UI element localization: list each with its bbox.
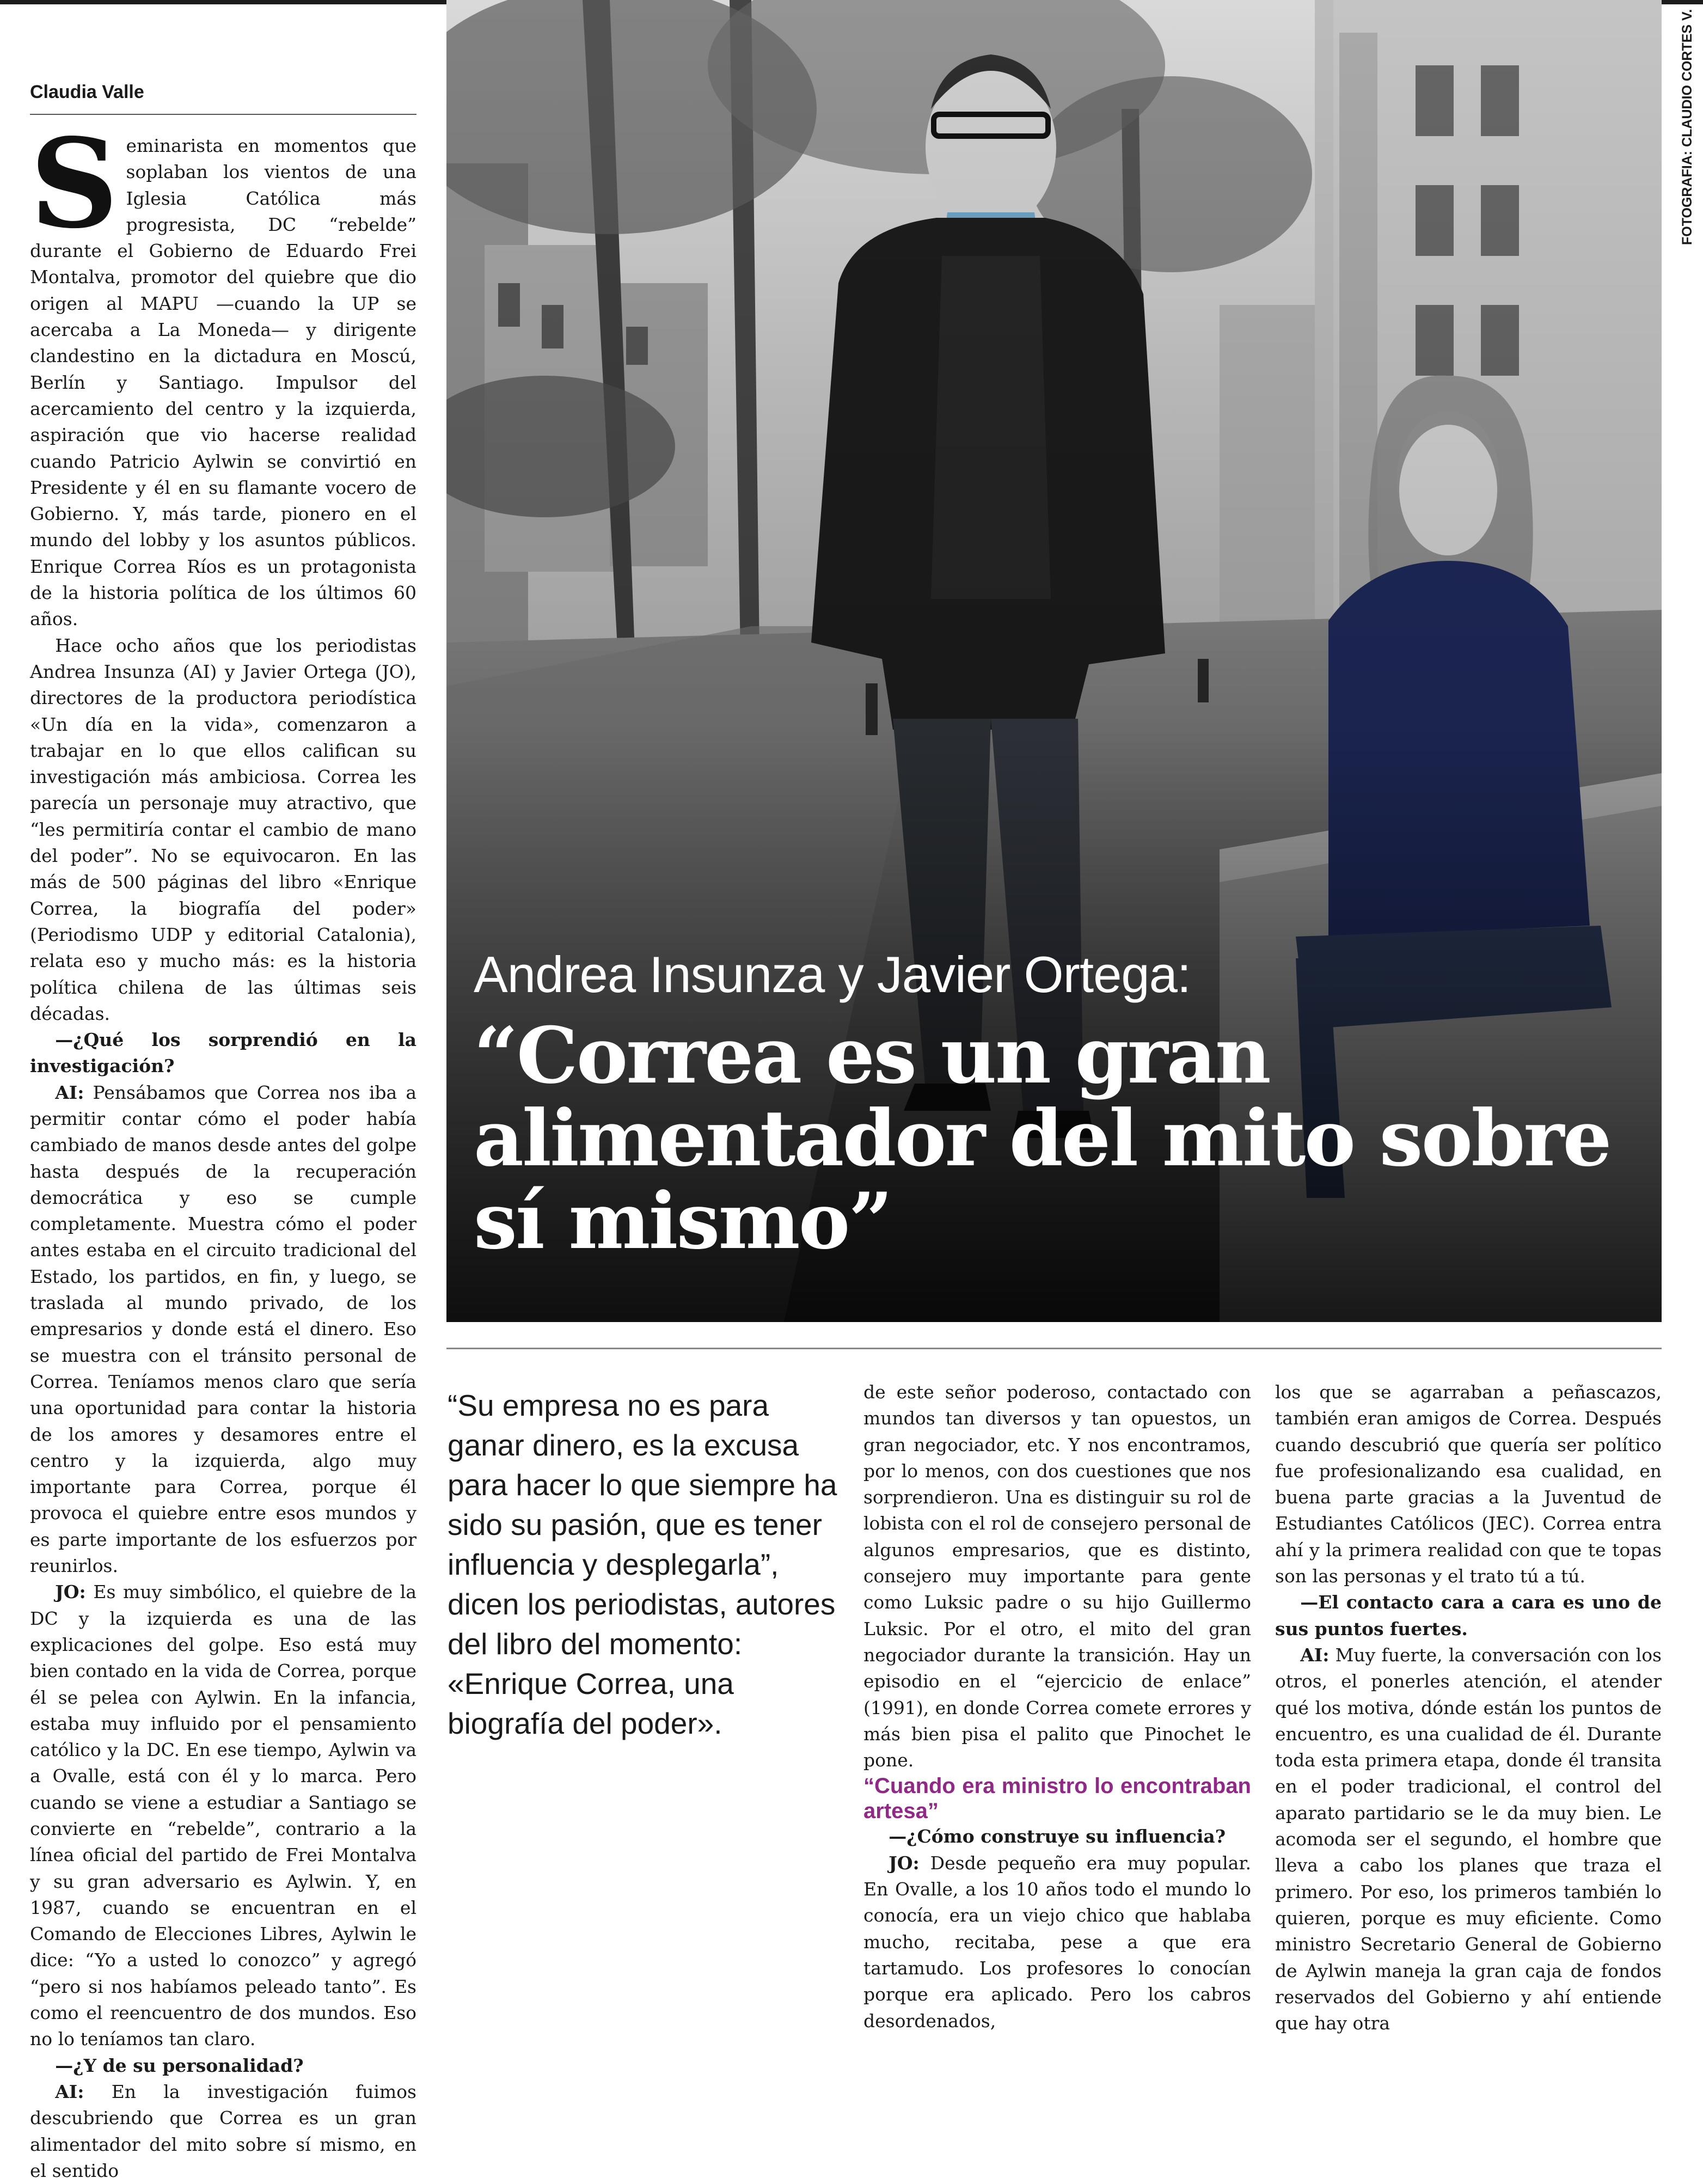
headline-block [474,945,1661,1267]
photo-credit: FOTOGRAFIA: CLAUDIO CORTES V. [1680,9,1695,245]
answer: AI: Pensábamos que Correa nos iba a permitir contar cómo el poder había cambiado de manos desde antes del golpe hasta después de la recuperación democrática y eso se cumple completamente. Muestra cómo el poder antes estaba en el circuito tradicional del Estado, los partidos, en fin, y luego, se traslada al mundo privado, de los empresarios y donde está el dinero. Eso se muestra con el tránsito personal de Correa. Teníamos menos claro que sería una oportunidad para contar la historia de los amores y desamores entre el centro y la izquierda, algo muy importante para Correa, porque él provoca el quiebre entre esos mundos y es parte importante de los esfuerzos por reunirlos. [30,1081,416,1577]
paragraph: Hace ocho años que los periodistas Andrea Insunza (AI) y Javier Ortega (JO), directores de la productora periodística «Un día en la vida», comenzaron a trabajar en lo que ellos califican su investigación más ambiciosa. Correa les parecía un personaje muy atractivo, que “les permitiría contar el cambio de mano del poder”. No se equivocaron. En las más de 500 páginas del libro «Enrique Correa, la biografía del poder» (Periodismo UDP y editorial Catalonia), relata eso y mucho más: es la historia política chilena de las últimas seis décadas. [30,634,416,1024]
lead-paragraph: Seminarista en momentos que soplaban los vientos de una Iglesia Católica más progresista, DC “rebelde” durante el Gobierno de Eduardo Frei Montalva, promotor del quiebre que dio origen al MAPU —cuando la UP se acercaba a La Moneda— y dirigente clandestino en la dictadura en Moscú, Berlín y Santiago. Impulsor del acercamiento del centro y la izquierda, aspiración que vio hacerse realidad cuando Patricio Aylwin se convirtió en Presidente y él en su flamante vocero de Gobierno. Y, más tarde, pionero en el mundo del lobby y los asuntos públicos. Enrique Correa Ríos es un protagonista de la historia política de los últimos 60 años. [30,112,416,630]
byline: Claudia Valle [30,82,416,115]
subheading: “Cuando era ministro lo encontraban artesa” [863,1774,1251,1824]
headline: “Correa es un gran alimentador del mito sobre sí mismo” [474,1011,1610,1267]
drop-cap: S [30,112,119,256]
kicker: Andrea Insunza y Javier Ortega: [474,946,1191,1003]
question: —¿Cómo construye su influencia? [889,1826,1226,1847]
answer: JO: Es muy simbólico, el quiebre de la DC y la izquierda es una de las explicaciones del golpe. Eso está muy bien contado en la vida de Correa, porque él se pelea con Aylwin. En la infancia, estaba muy influido por el pensamiento católico y la DC. En ese tiempo, Aylwin va a Ovalle, está con él y lo marca. Pero cuando se viene a estudiar a Santiago se convierte en “rebelde”, contrario a la línea oficial del partido de Frei Montalva y su gran adversario es Aylwin. Y, en 1987, cuando se encuentran en el Comando de Elecciones Libres, Aylwin le dice: “Yo a usted lo conozco” y agregó “pero si nos habíamos peleado tanto”. Es como el reencuentro de dos mundos. Eso no lo teníamos tan claro. [30,1581,416,2050]
paragraph: los que se agarraban a peñascazos, también eran amigos de Correa. Después cuando descubrió que quería ser político fue profesionalizando esa cualidad, en buena parte gracias a la Juventud de Estudiantes Católicos (JEC). Correa entra ahí y la primera realidad con que te topas son las personas y el trato tú a tú. [1275,1381,1662,1587]
question: —¿Qué los sorprendió en la investigación? [30,1029,416,1077]
article-column-2 [863,1379,1251,2034]
answer: AI: En la investigación fuimos descubriendo que Correa es un gran alimentador del mito sobre sí mismo, en el sentido [30,2081,416,2181]
question: —El contacto cara a cara es uno de sus puntos fuertes. [1275,1592,1662,1639]
question: —¿Y de su personalidad? [55,2054,304,2076]
answer: AI: Muy fuerte, la conversación con los otros, el ponerles atención, el atender qué los motiva, dónde están los puntos de encuentro, es una cualidad de él. Durante toda esta primera etapa, donde él transita en el poder tradicional, el control del aparato partidario se le da muy bien. Le acomoda ser el segundo, el hombre que lleva a cabo los planes que traza el primero. Por eso, los primeros también lo quieren, porque es muy eficiente. Como ministro Secretario General de Gobierno de Aylwin maneja la gran caja de fondos reservados del Gobierno y ahí entiende que hay otra [1275,1644,1662,2034]
pull-quote: “Su empresa no es para ganar dinero, es la excusa para hacer lo que siempre ha sido su pasión, que es tener influencia y desplegarla”, dicen los periodistas, autores del libro del momento: «Enrique Correa, una biografía del poder». [448,1388,837,1740]
section-divider [446,1348,1662,1349]
article-column-3 [1275,1379,1662,2036]
answer: JO: Desde pequeño era muy popular. En Ovalle, a los 10 años todo el mundo lo conocía, era un viejo chico que hablaba mucho, recitaba, pese a que era tartamudo. Los profesores lo conocían porque era aplicado. Pero los cabros desordenados, [863,1852,1251,2032]
article-column-1 [30,112,416,2184]
paragraph: de este señor poderoso, contactado con mundos tan diversos y tan opuestos, un gran negociador, etc. Y nos encontramos, por lo menos, con dos cuestiones que nos sorprendieron. Una es distinguir su rol de lobista con el rol de consejero personal de algunos empresarios, que es distinto, consejero muy importante para gente como Luksic padre o su hijo Guillermo Luksic. Por el otro, el mito del gran negociador durante la transición. Hay un episodio en el “ejercicio de enlace” (1991), en donde Correa comete errores y más bien pisa el palito que Pinochet le pone. [863,1381,1251,1771]
